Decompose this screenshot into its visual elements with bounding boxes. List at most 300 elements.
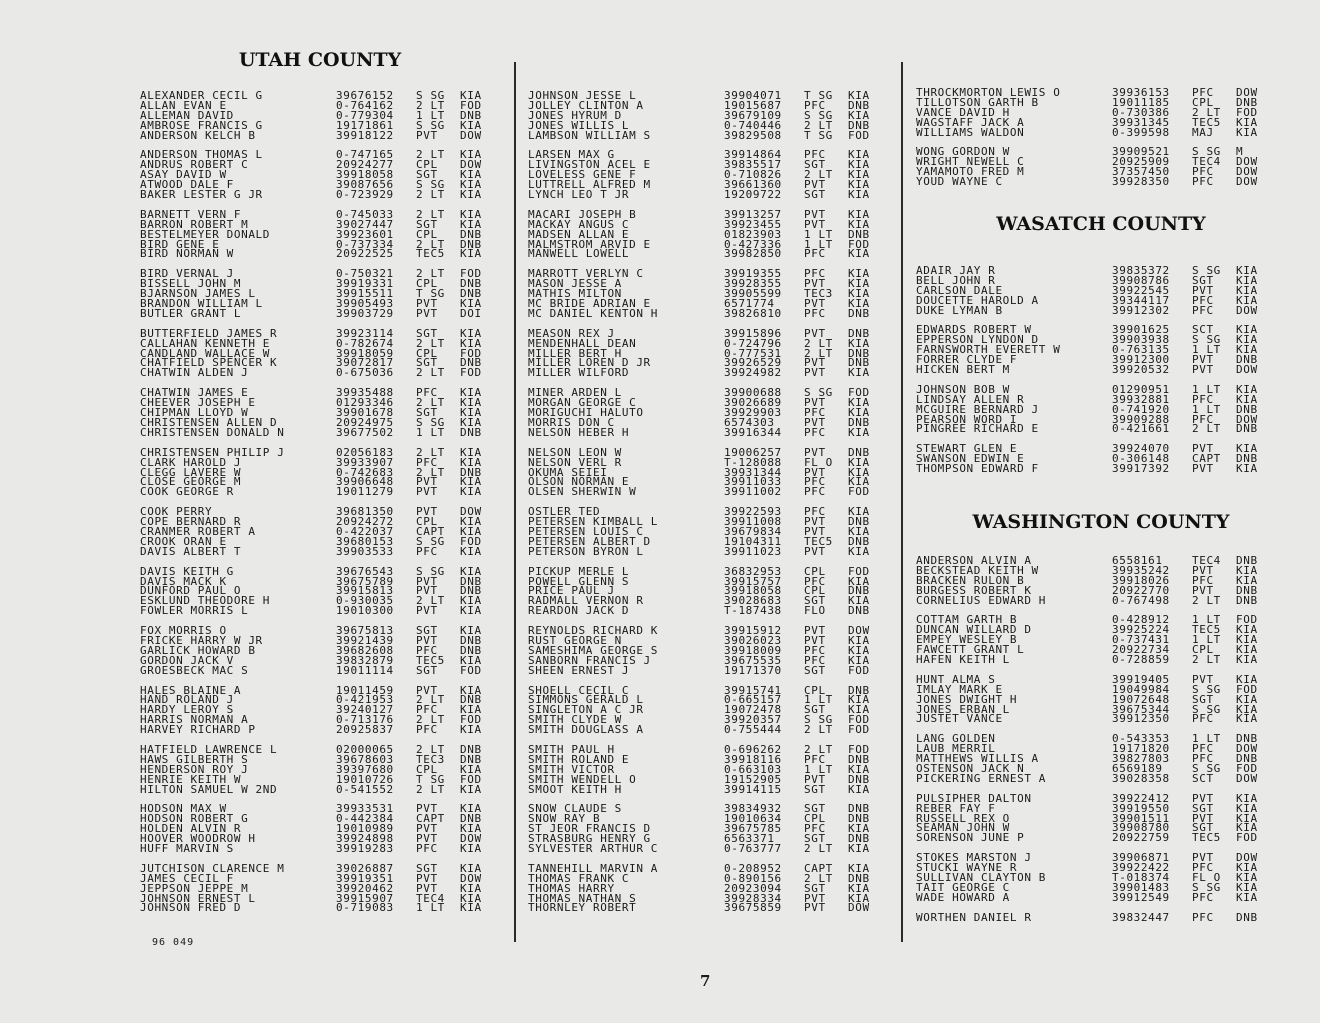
entry-grade: S SG: [416, 89, 445, 102]
entry-name: SMITH VICTOR: [528, 762, 615, 776]
entry-serial: 19010300: [336, 604, 394, 618]
entry-name: MORRIS DON C: [528, 415, 615, 429]
entry-name: PICKERING ERNEST A: [916, 771, 1047, 785]
entry-serial: 19171820: [1112, 742, 1170, 756]
entry-status: FOD: [460, 713, 482, 727]
entry-serial: 39905493: [336, 297, 394, 311]
entry-status: KIA: [1236, 323, 1258, 337]
entry-serial: 39832447: [1112, 910, 1170, 924]
entry-name: JOHNSON ERNEST L: [140, 891, 256, 905]
entry-serial: 37357450: [1112, 165, 1170, 179]
entry-status: DNB: [848, 445, 870, 459]
entry-grade: CPL: [416, 227, 438, 241]
entry-status: KIA: [1236, 264, 1258, 277]
entry-name: WILLIAMS WALDON: [916, 125, 1025, 139]
entry-grade: 2 LT: [416, 336, 445, 350]
entry-name: PEARSON WORD I: [916, 412, 1018, 426]
entry-serial: 39835517: [724, 158, 782, 172]
entry-grade: SGT: [1192, 801, 1214, 815]
entry-grade: S SG: [1192, 682, 1221, 696]
entry-serial: 39918122: [336, 128, 394, 142]
entry-name: HOLDEN ALVIN R: [140, 822, 242, 836]
roster-group: [916, 853, 1286, 902]
roster-group: [916, 556, 1286, 605]
entry-status: DOW: [1236, 742, 1258, 756]
entry-serial: 39903938: [1112, 333, 1170, 347]
entry-serial: 0-890156: [724, 871, 782, 885]
entry-name: FARNSWORTH EVERETT W: [916, 343, 1061, 357]
roster-entry: [140, 606, 500, 616]
entry-grade: PFC: [804, 475, 826, 489]
entry-name: SMITH PAUL H: [528, 742, 615, 756]
entry-grade: PVT: [804, 396, 826, 410]
entry-name: BESTELMEYER DONALD: [140, 227, 271, 241]
roster-entry: [916, 833, 1286, 843]
entry-status: KIA: [1236, 442, 1258, 456]
entry-grade: PVT: [1192, 563, 1214, 577]
entry-grade: 1 LT: [416, 108, 445, 122]
entry-name: COTTAM GARTH B: [916, 613, 1018, 627]
entry-grade: PVT: [416, 485, 438, 499]
entry-grade: SGT: [804, 663, 826, 677]
entry-name: ADAIR JAY R: [916, 264, 996, 277]
entry-status: DNB: [1236, 732, 1258, 746]
entry-grade: S SG: [1192, 880, 1221, 894]
entry-status: KIA: [460, 564, 482, 578]
entry-serial: 39912300: [1112, 353, 1170, 367]
entry-name: SMOOT KEITH H: [528, 782, 622, 796]
entry-status: KIA: [848, 465, 870, 479]
entry-grade: PFC: [804, 752, 826, 766]
roster-group: [916, 444, 1286, 474]
entry-serial: 39924982: [724, 366, 782, 380]
roster-group: [528, 742, 888, 796]
entry-status: DNB: [460, 584, 482, 598]
entry-serial: 39918116: [724, 752, 782, 766]
entry-grade: 1 LT: [1192, 382, 1221, 396]
entry-serial: 19171370: [724, 663, 782, 677]
entry-serial: 0-543353: [1112, 732, 1170, 746]
entry-name: BARRON ROBERT M: [140, 217, 249, 231]
entry-serial: 39982850: [724, 247, 782, 261]
entry-grade: PFC: [416, 455, 438, 469]
roster-entry: [140, 249, 500, 259]
entry-serial: 39087656: [336, 178, 394, 192]
entry-serial: 19171861: [336, 118, 394, 132]
entry-status: KIA: [460, 842, 482, 855]
entry-grade: SGT: [416, 168, 438, 182]
entry-name: SORENSON JUNE P: [916, 831, 1025, 845]
entry-serial: 39901625: [1112, 323, 1170, 337]
entry-status: FOD: [460, 98, 482, 112]
entry-status: KIA: [848, 643, 870, 657]
entry-serial: 39923601: [336, 227, 394, 241]
entry-serial: 39240127: [336, 703, 394, 717]
entry-status: FOD: [848, 386, 870, 400]
entry-name: PETERSON BYRON L: [528, 544, 644, 558]
entry-name: JONES HYRUM D: [528, 108, 622, 122]
entry-grade: PVT: [416, 297, 438, 311]
entry-status: KIA: [848, 247, 870, 261]
entry-serial: 39915912: [724, 624, 782, 638]
entry-grade: T SG: [804, 128, 833, 142]
roster-group: [528, 564, 888, 618]
entry-grade: PVT: [1192, 791, 1214, 805]
entry-name: TILLOTSON GARTH B: [916, 95, 1039, 109]
entry-status: KIA: [848, 891, 870, 905]
roster-entry: [916, 910, 1286, 924]
entry-status: FOD: [1236, 762, 1258, 776]
entry-name: BAKER LESTER G JR: [140, 188, 263, 202]
entry-status: DNB: [460, 752, 482, 766]
entry-status: KIA: [1236, 811, 1258, 825]
entry-status: DNB: [460, 574, 482, 588]
entry-serial: 39682608: [336, 643, 394, 657]
entry-status: KIA: [848, 762, 870, 776]
entry-serial: 0-306148: [1112, 452, 1170, 466]
entry-serial: 39911008: [724, 515, 782, 529]
entry-status: DNB: [848, 683, 870, 697]
entry-status: DNB: [848, 832, 870, 846]
entry-name: PETERSEN ALBERT D: [528, 534, 651, 548]
entry-status: KIA: [460, 217, 482, 231]
entry-grade: S SG: [1192, 264, 1221, 277]
entry-grade: 1 LT: [804, 693, 833, 707]
entry-name: SMITH ROLAND E: [528, 752, 630, 766]
entry-serial: 19072478: [724, 703, 782, 717]
entry-status: KIA: [1236, 692, 1258, 706]
entry-name: CROOK ORAN E: [140, 534, 227, 548]
entry-status: KIA: [848, 524, 870, 538]
roster-group: [140, 207, 500, 261]
entry-status: KIA: [1236, 861, 1258, 875]
entry-name: SNOW RAY B: [528, 812, 601, 826]
entry-grade: PVT: [804, 465, 826, 479]
entry-serial: 0-421953: [336, 693, 394, 707]
entry-serial: 39679834: [724, 524, 782, 538]
entry-grade: PVT: [416, 475, 438, 489]
entry-serial: 39919283: [336, 842, 394, 855]
entry-name: MANWELL LOWELL: [528, 247, 630, 261]
entry-status: KIA: [1236, 382, 1258, 396]
entry-serial: 39922593: [724, 505, 782, 519]
entry-status: KIA: [848, 148, 870, 162]
entry-serial: 39919550: [1112, 801, 1170, 815]
entry-status: KIA: [848, 881, 870, 895]
entry-name: RUSSELL REX O: [916, 811, 1010, 825]
entry-grade: 2 LT: [416, 396, 445, 410]
roster-group: [140, 507, 500, 556]
roster-entry: [916, 177, 1286, 187]
entry-serial: 39914115: [724, 782, 782, 796]
entry-status: KIA: [460, 386, 482, 400]
entry-status: FOD: [848, 564, 870, 578]
roster-group: [140, 445, 500, 499]
entry-name: MATHIS MILTON: [528, 287, 622, 301]
entry-status: FOD: [1236, 831, 1258, 845]
entry-grade: PFC: [1192, 861, 1214, 875]
entry-name: LINDSAY ALLEN R: [916, 392, 1025, 406]
entry-status: DOI: [460, 306, 482, 320]
entry-status: KIA: [1236, 890, 1258, 904]
entry-status: DNB: [848, 871, 870, 885]
entry-status: KIA: [1236, 115, 1258, 129]
entry-grade: PFC: [804, 822, 826, 836]
entry-status: DNB: [848, 752, 870, 766]
county-title: UTAH COUNTY: [238, 49, 402, 71]
entry-name: HENDERSON ROY J: [140, 762, 249, 776]
entry-serial: 19104311: [724, 534, 782, 548]
column-divider: [901, 62, 903, 942]
entry-grade: PVT: [804, 277, 826, 291]
entry-serial: 39675813: [336, 624, 394, 638]
entry-status: DNB: [460, 227, 482, 241]
entry-serial: 39911033: [724, 475, 782, 489]
roster-entry: [528, 487, 888, 497]
roster-group: [528, 683, 888, 737]
entry-name: ANDRUS ROBERT C: [140, 158, 249, 172]
entry-grade: SGT: [416, 624, 438, 638]
entry-status: KIA: [460, 653, 482, 667]
entry-name: HAND ROLAND J: [140, 693, 234, 707]
entry-name: DAVIS ALBERT T: [140, 544, 242, 558]
entry-serial: 39903533: [336, 544, 394, 558]
entry-grade: SGT: [1192, 821, 1214, 835]
entry-grade: 2 LT: [416, 148, 445, 162]
entry-serial: 6563371: [724, 832, 775, 846]
entry-grade: CPL: [416, 277, 438, 291]
roster-entry: [916, 125, 1286, 139]
entry-status: DNB: [1236, 593, 1258, 607]
entry-grade: S SG: [804, 713, 833, 727]
entry-serial: 39933907: [336, 455, 394, 469]
entry-status: KIA: [460, 762, 482, 776]
entry-name: LIVINGSTON ACEL E: [528, 158, 651, 172]
roster-entry: [528, 782, 888, 796]
roster-group: [916, 734, 1286, 783]
entry-serial: 39924070: [1112, 442, 1170, 456]
entry-status: KIA: [1236, 343, 1258, 357]
entry-status: KIA: [460, 881, 482, 895]
entry-status: DNB: [1236, 583, 1258, 597]
entry-name: BRANDON WILLIAM L: [140, 297, 263, 311]
entry-serial: 39901511: [1112, 811, 1170, 825]
entry-serial: 0-767498: [1112, 593, 1170, 607]
entry-serial: 39675789: [336, 574, 394, 588]
entry-serial: 39922422: [1112, 861, 1170, 875]
entry-name: SMITH CLYDE W: [528, 713, 622, 727]
entry-serial: 36832953: [724, 564, 782, 578]
entry-name: SULLIVAN CLAYTON B: [916, 871, 1047, 885]
entry-status: KIA: [460, 207, 482, 221]
entry-name: JAMES CECIL F: [140, 871, 234, 885]
entry-grade: PVT: [416, 822, 438, 836]
entry-grade: TEC5: [1192, 831, 1221, 845]
entry-serial: 39397680: [336, 762, 394, 776]
entry-serial: 39931345: [1112, 115, 1170, 129]
entry-grade: PFC: [804, 98, 826, 112]
entry-serial: 39919355: [724, 267, 782, 281]
roster-entry: [916, 464, 1286, 474]
entry-grade: PFC: [804, 653, 826, 667]
entry-serial: 39661360: [724, 178, 782, 192]
entry-serial: 0-208952: [724, 861, 782, 875]
entry-name: WONG GORDON W: [916, 145, 1010, 159]
entry-grade: PVT: [804, 624, 826, 638]
entry-status: FOD: [460, 772, 482, 786]
entry-status: DNB: [848, 515, 870, 529]
entry-grade: PFC: [1192, 712, 1214, 726]
entry-name: BELL JOHN R: [916, 273, 996, 287]
entry-serial: 0-442384: [336, 812, 394, 826]
entry-status: FOD: [1236, 613, 1258, 627]
entry-serial: 20924975: [336, 415, 394, 429]
entry-grade: 2 LT: [804, 742, 833, 756]
entry-serial: T-128088: [724, 455, 782, 469]
entry-status: DOW: [460, 871, 482, 885]
entry-grade: 1 LT: [1192, 402, 1221, 416]
entry-name: SHOELL CECIL C: [528, 683, 630, 697]
entry-grade: 2 LT: [1192, 105, 1221, 119]
entry-name: HENRIE KEITH W: [140, 772, 242, 786]
entry-status: DNB: [460, 693, 482, 707]
entry-serial: 39915741: [724, 683, 782, 697]
entry-status: DNB: [1236, 353, 1258, 367]
entry-grade: CPL: [416, 158, 438, 172]
entry-serial: 0-779304: [336, 108, 394, 122]
entry-status: DOW: [1236, 412, 1258, 426]
entry-name: WADE HOWARD A: [916, 890, 1010, 904]
entry-serial: 39914864: [724, 148, 782, 162]
entry-name: DAVIS MACK K: [140, 574, 227, 588]
entry-status: FOD: [848, 663, 870, 677]
entry-serial: 39835372: [1112, 264, 1170, 277]
entry-status: KIA: [460, 297, 482, 311]
entry-name: STOKES MARSTON J: [916, 851, 1032, 865]
entry-serial: 39903729: [336, 306, 394, 320]
entry-serial: 19010634: [724, 812, 782, 826]
roster-entry: [140, 190, 500, 200]
entry-serial: 39918026: [1112, 573, 1170, 587]
entry-status: KIA: [460, 604, 482, 618]
entry-grade: S SG: [804, 386, 833, 400]
entry-status: DNB: [460, 425, 482, 439]
entry-name: DAVIS KEITH G: [140, 564, 234, 578]
roster-entry: [528, 190, 888, 200]
entry-serial: 39933531: [336, 802, 394, 816]
entry-grade: 2 LT: [416, 366, 445, 380]
page-number: 7: [700, 972, 711, 990]
entry-serial: 39677502: [336, 425, 394, 439]
roster-group: [528, 269, 888, 318]
entry-name: CANDLAND WALLACE W: [140, 346, 271, 360]
entry-serial: 19049984: [1112, 682, 1170, 696]
entry-grade: TEC4: [416, 891, 445, 905]
entry-serial: 0-724796: [724, 336, 782, 350]
entry-name: CLARK HAROLD J: [140, 455, 242, 469]
entry-status: FOD: [848, 742, 870, 756]
entry-name: HAWS GILBERTH S: [140, 752, 249, 766]
entry-serial: 02056183: [336, 445, 394, 459]
entry-serial: 19011185: [1112, 95, 1170, 109]
entry-grade: S SG: [416, 415, 445, 429]
entry-status: DNB: [460, 287, 482, 301]
roster-entry: [140, 368, 500, 378]
entry-serial: 20922770: [1112, 583, 1170, 597]
entry-grade: PFC: [804, 267, 826, 281]
entry-name: FOWLER MORRIS L: [140, 604, 249, 618]
entry-grade: CAPT: [416, 812, 445, 826]
entry-serial: 39932881: [1112, 392, 1170, 406]
roster-group: [140, 626, 500, 675]
entry-grade: PVT: [1192, 363, 1214, 377]
entry-grade: PFC: [804, 505, 826, 519]
entry-serial: 39915907: [336, 891, 394, 905]
entry-name: MADSEN ALLAN E: [528, 227, 630, 241]
entry-name: MENDENHALL DEAN: [528, 336, 637, 350]
entry-serial: 39928355: [724, 277, 782, 291]
roster-entry: [916, 655, 1286, 665]
entry-status: KIA: [460, 455, 482, 469]
entry-name: MARROTT VERLYN C: [528, 267, 644, 281]
entry-grade: TEC3: [804, 287, 833, 301]
entry-name: CLOSE GEORGE M: [140, 475, 242, 489]
entry-serial: 0-763777: [724, 842, 782, 855]
entry-grade: 2 LT: [416, 98, 445, 112]
entry-name: LARSEN MAX G: [528, 148, 615, 162]
entry-status: DNB: [460, 277, 482, 291]
entry-name: BIRD VERNAL J: [140, 267, 234, 281]
entry-name: BJARNSON JAMES L: [140, 287, 256, 301]
entry-status: DNB: [848, 326, 870, 340]
entry-serial: 0-730386: [1112, 105, 1170, 119]
entry-serial: 39908786: [1112, 273, 1170, 287]
entry-status: KIA: [460, 178, 482, 192]
roster-entry: [916, 714, 1286, 724]
entry-grade: S SG: [1192, 762, 1221, 776]
roster-group: [528, 507, 888, 556]
entry-name: SIMMONS GERALD L: [528, 693, 644, 707]
entry-status: FOD: [848, 128, 870, 142]
entry-name: COOK GEORGE R: [140, 485, 234, 499]
entry-status: DOW: [460, 128, 482, 142]
entry-name: BURGESS ROBERT K: [916, 583, 1032, 597]
entry-name: HILTON SAMUEL W 2ND: [140, 782, 278, 796]
entry-grade: SGT: [416, 663, 438, 677]
entry-status: DNB: [460, 643, 482, 657]
entry-status: KIA: [1236, 462, 1258, 476]
entry-status: DNB: [848, 534, 870, 548]
roster-entry: [528, 663, 888, 677]
entry-grade: PVT: [1192, 442, 1214, 456]
entry-name: CHATWIN JAMES E: [140, 386, 249, 400]
entry-status: FOD: [460, 346, 482, 360]
entry-status: KIA: [848, 703, 870, 717]
entry-name: STEWART GLEN E: [916, 442, 1018, 456]
entry-name: ATWOOD DALE F: [140, 178, 234, 192]
entry-grade: SGT: [804, 782, 826, 796]
entry-name: PETERSEN LOUIS C: [528, 524, 644, 538]
entry-grade: TEC5: [804, 534, 833, 548]
roster-entry: [528, 544, 888, 558]
entry-serial: 02000065: [336, 742, 394, 756]
county-section: [916, 212, 1286, 484]
entry-grade: PFC: [1192, 392, 1214, 406]
entry-name: BARNETT VERN F: [140, 207, 242, 221]
entry-grade: PVT: [416, 604, 438, 618]
entry-status: DNB: [848, 118, 870, 132]
entry-name: MATTHEWS WILLIS A: [916, 752, 1039, 766]
